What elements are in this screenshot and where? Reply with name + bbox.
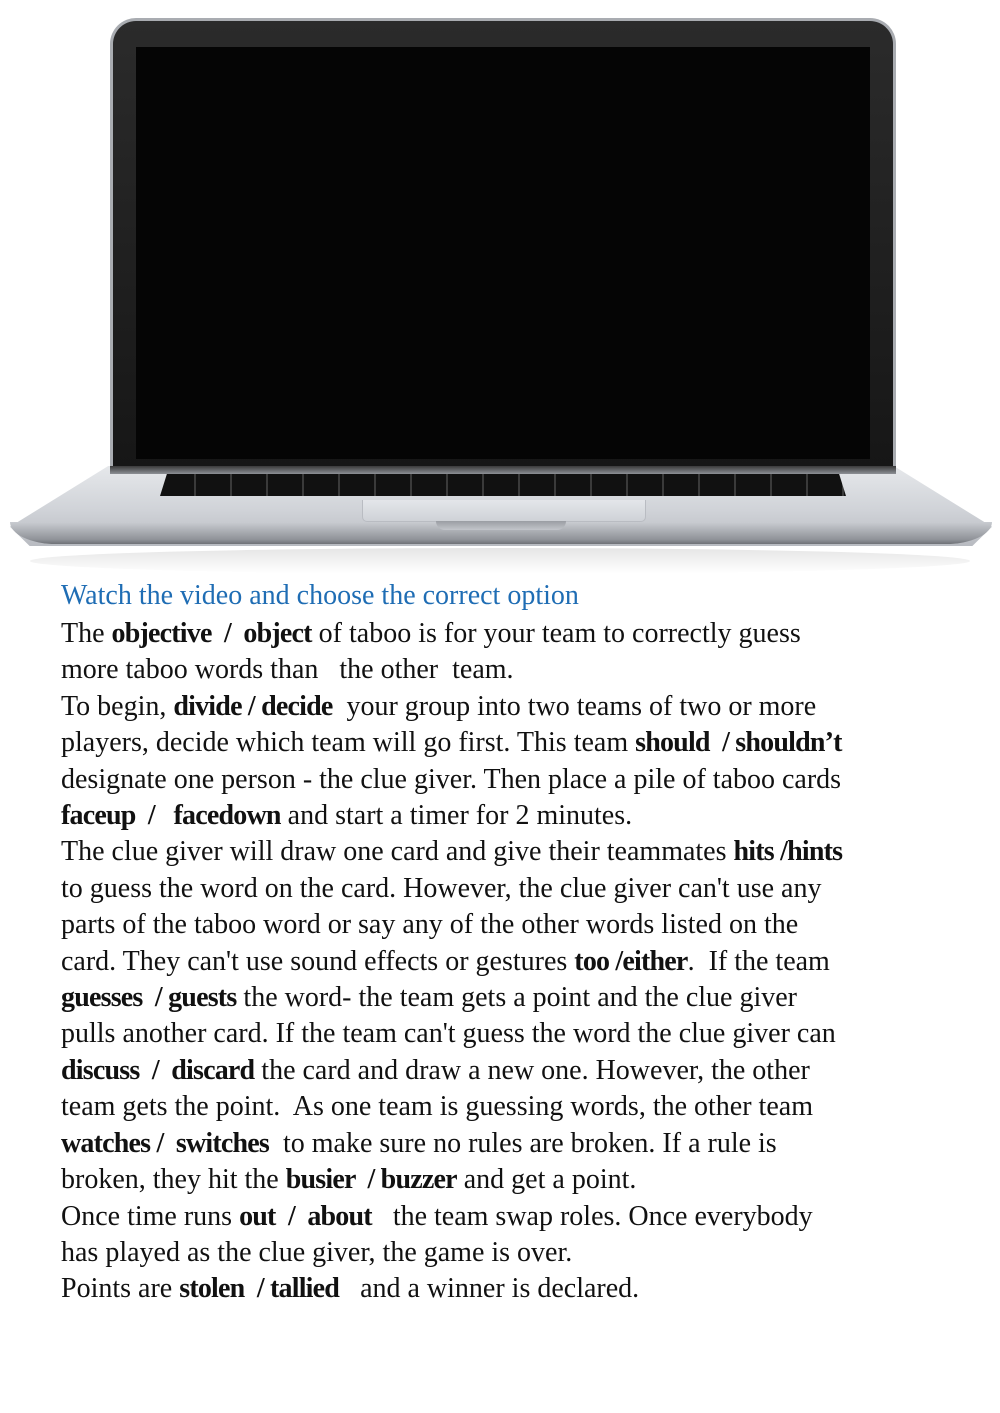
laptop-notch: [436, 521, 566, 530]
text-line: [61, 616, 961, 652]
text-segment: has played as the clue giver, the game is over.: [61, 1236, 573, 1268]
text-line: [61, 980, 961, 1016]
text-line: [61, 1235, 961, 1271]
text-segment: . If the team: [687, 945, 830, 977]
answer-option[interactable]: divide / decide: [173, 690, 333, 722]
text-line: [61, 1126, 961, 1162]
laptop-image: [0, 0, 1000, 585]
text-segment: Points are: [61, 1273, 180, 1305]
text-segment: of taboo is for your team to correctly guess: [311, 618, 801, 649]
text-segment: and a winner is declared.: [339, 1273, 640, 1305]
exercise-text: [61, 616, 961, 1308]
text-segment: the team swap roles. Once everybody: [371, 1200, 813, 1232]
text-line: [61, 725, 961, 761]
text-segment: broken, they hit the: [61, 1164, 286, 1196]
text-segment: the word- the team gets a point and the clue giver: [236, 982, 798, 1014]
text-line: [61, 834, 961, 870]
text-segment: and get a point.: [456, 1164, 637, 1196]
answer-option[interactable]: guesses / guests: [61, 982, 237, 1014]
text-line: [61, 907, 961, 943]
answer-option[interactable]: faceup / facedown: [61, 800, 281, 832]
text-segment: more taboo words than the other team.: [61, 654, 514, 686]
text-line: [61, 944, 961, 980]
answer-option[interactable]: out / about: [239, 1200, 372, 1232]
text-line: [61, 871, 961, 907]
text-segment: The: [61, 618, 112, 649]
text-segment: the card and draw a new one. However, the other: [254, 1054, 810, 1086]
text-line: [61, 1089, 961, 1125]
answer-option[interactable]: objective / object: [111, 618, 312, 649]
text-line: [61, 1162, 961, 1198]
text-segment: players, decide which team will go first. This team: [61, 727, 636, 759]
answer-option[interactable]: hits /hints: [733, 836, 843, 868]
laptop-lid: [110, 18, 896, 473]
laptop-keyboard: [160, 474, 846, 496]
answer-option[interactable]: too /either: [574, 945, 688, 977]
laptop-trackpad: [362, 500, 646, 522]
text-segment: designate one person - the clue giver. Then place a pile of taboo cards: [61, 763, 842, 795]
text-segment: to make sure no rules are broken. If a rule is: [269, 1127, 777, 1159]
text-segment: parts of the taboo word or say any of the other words listed on the: [61, 909, 799, 941]
text-segment: and start a timer for 2 minutes.: [280, 800, 633, 832]
text-segment: To begin,: [61, 690, 174, 722]
text-segment: The clue giver will draw one card and give their teammates: [61, 836, 734, 868]
laptop-shadow: [30, 548, 970, 574]
text-line: [61, 798, 961, 834]
instruction-heading: Watch the video and choose the correct option: [61, 580, 579, 611]
text-line: [61, 652, 961, 688]
answer-option[interactable]: watches / switches: [61, 1127, 269, 1159]
text-line: [61, 762, 961, 798]
answer-option[interactable]: stolen / tallied: [179, 1273, 340, 1305]
answer-option[interactable]: discuss / discard: [61, 1054, 255, 1086]
answer-option[interactable]: busier / buzzer: [285, 1164, 457, 1196]
text-line: [61, 1199, 961, 1235]
text-segment: to guess the word on the card. However, the clue giver can't use any: [61, 872, 822, 904]
text-segment: card. They can't use sound effects or gestures: [61, 945, 575, 977]
text-segment: pulls another card. If the team can't guess the word the clue giver can: [61, 1018, 836, 1050]
video-screen[interactable]: [136, 47, 870, 459]
text-line: [61, 1271, 961, 1307]
text-segment: team gets the point. As one team is guessing words, the other team: [61, 1091, 813, 1123]
text-segment: Once time runs: [61, 1200, 240, 1232]
laptop-hinge: [110, 466, 896, 474]
worksheet: [61, 576, 961, 1308]
text-line: [61, 1053, 961, 1089]
text-line: [61, 689, 961, 725]
text-line: [61, 1016, 961, 1052]
text-segment: your group into two teams of two or more: [332, 690, 817, 722]
answer-option[interactable]: should / shouldn’t: [635, 727, 842, 759]
